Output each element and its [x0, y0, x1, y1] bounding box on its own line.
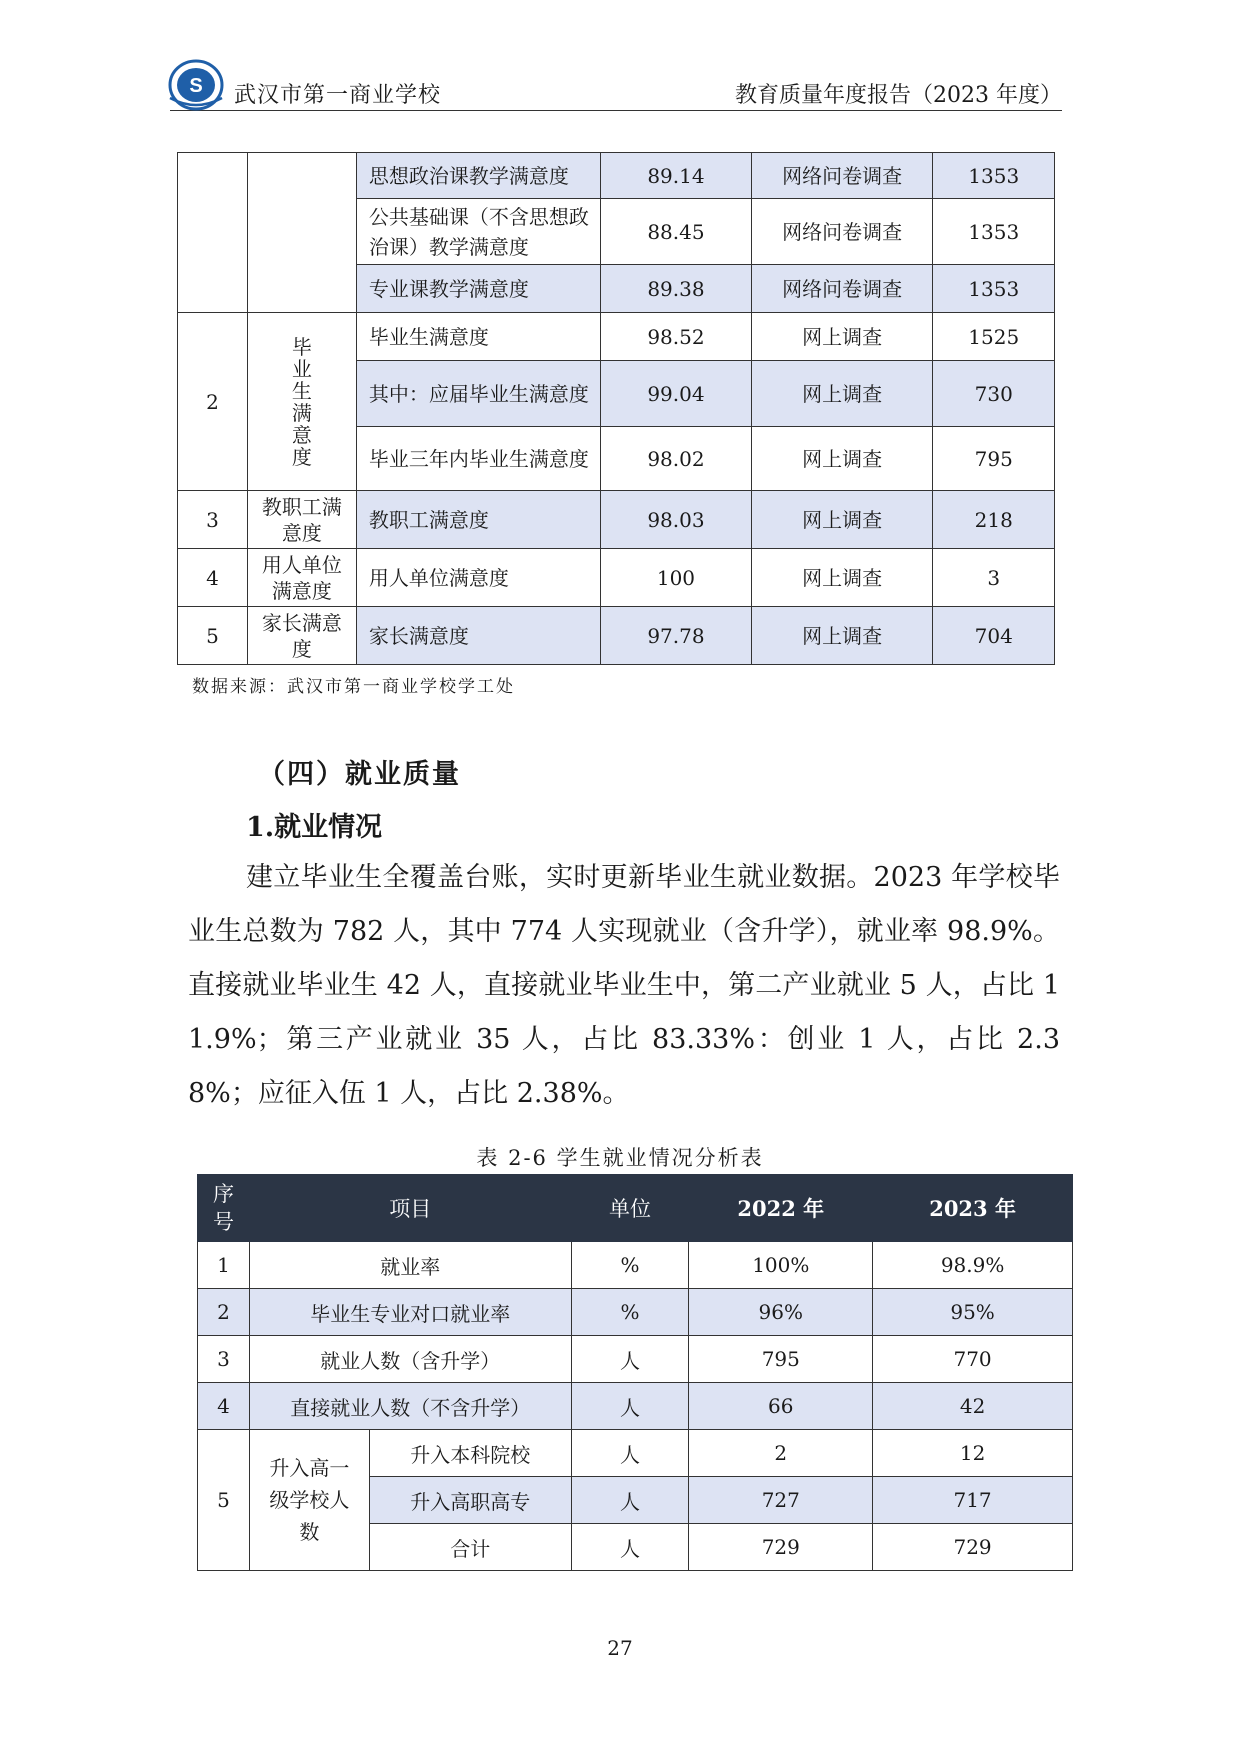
score-cell: 98.52 [601, 313, 752, 361]
school-logo-icon [166, 58, 226, 112]
count-cell: 730 [933, 361, 1055, 427]
header-2022: 2022 年 [689, 1175, 873, 1242]
count-cell: 1353 [933, 199, 1055, 265]
value-2022-cell: 96% [689, 1289, 873, 1336]
count-cell: 218 [933, 491, 1055, 549]
no-cell: 2 [178, 313, 248, 491]
method-cell: 网络问卷调查 [751, 265, 933, 313]
header-2023: 2023 年 [873, 1175, 1073, 1242]
table-row [198, 1289, 1073, 1336]
table-row [178, 491, 1055, 549]
method-cell: 网络问卷调查 [751, 199, 933, 265]
header-no-label: 序号 [212, 1182, 234, 1234]
satisfaction-table [177, 152, 1055, 665]
category-label: 毕业生满意度 [291, 334, 312, 469]
item-cell: 毕业三年内毕业生满意度 [356, 427, 600, 491]
method-cell: 网上调查 [751, 549, 933, 607]
method-cell: 网络问卷调查 [751, 153, 933, 199]
group-label: 升入高一级学校人数 [269, 1456, 350, 1544]
table-row [178, 313, 1055, 361]
item-cell: 直接就业人数（不含升学） [249, 1383, 571, 1430]
score-cell: 99.04 [601, 361, 752, 427]
unit-cell: 人 [571, 1383, 689, 1430]
item-cell: 教职工满意度 [356, 491, 600, 549]
value-2023-cell: 12 [873, 1430, 1073, 1477]
no-cell [178, 153, 248, 313]
item-cell: 思想政治课教学满意度 [356, 153, 600, 199]
unit-cell: 人 [571, 1524, 689, 1571]
table-row [178, 153, 1055, 199]
item-cell: 公共基础课（不含思想政治课）教学满意度 [356, 199, 600, 265]
value-2022-cell: 795 [689, 1336, 873, 1383]
school-name: 武汉市第一商业学校 [234, 83, 442, 108]
method-cell: 网上调查 [751, 607, 933, 665]
table-row [198, 1242, 1073, 1289]
item-cell: 升入本科院校 [369, 1430, 571, 1477]
value-2023-cell: 98.9% [873, 1242, 1073, 1289]
count-cell: 704 [933, 607, 1055, 665]
score-cell: 89.38 [601, 265, 752, 313]
item-cell: 其中：应届毕业生满意度 [356, 361, 600, 427]
item-cell: 专业课教学满意度 [356, 265, 600, 313]
item-cell: 毕业生专业对口就业率 [249, 1289, 571, 1336]
method-cell: 网上调查 [751, 427, 933, 491]
subsection-heading: 1.就业情况 [246, 812, 383, 843]
no-cell: 1 [198, 1242, 250, 1289]
item-cell: 就业率 [249, 1242, 571, 1289]
table-row [198, 1336, 1073, 1383]
value-2022-cell: 727 [689, 1477, 873, 1524]
value-2023-cell: 717 [873, 1477, 1073, 1524]
employment-table [197, 1174, 1073, 1571]
item-cell: 合计 [369, 1524, 571, 1571]
header-no [198, 1175, 250, 1242]
method-cell: 网上调查 [751, 313, 933, 361]
report-title: 教育质量年度报告（2023 年度） [735, 83, 1062, 108]
group-cell [249, 1430, 369, 1571]
no-cell: 4 [178, 549, 248, 607]
category-cell [248, 313, 357, 491]
table-caption: 表 2-6 学生就业情况分析表 [476, 1146, 764, 1170]
table-row [178, 607, 1055, 665]
item-cell: 家长满意度 [356, 607, 600, 665]
no-cell: 3 [198, 1336, 250, 1383]
no-cell: 3 [178, 491, 248, 549]
value-2022-cell: 2 [689, 1430, 873, 1477]
count-cell: 1525 [933, 313, 1055, 361]
count-cell: 795 [933, 427, 1055, 491]
value-2022-cell: 66 [689, 1383, 873, 1430]
unit-cell: % [571, 1242, 689, 1289]
unit-cell: % [571, 1289, 689, 1336]
table-row [198, 1383, 1073, 1430]
item-cell: 就业人数（含升学） [249, 1336, 571, 1383]
count-cell: 1353 [933, 265, 1055, 313]
value-2023-cell: 95% [873, 1289, 1073, 1336]
section-heading: （四）就业质量 [258, 759, 461, 790]
count-cell: 3 [933, 549, 1055, 607]
category-cell: 教职工满意度 [248, 491, 357, 549]
data-source-note: 数据来源：武汉市第一商业学校学工处 [192, 677, 515, 697]
score-cell: 89.14 [601, 153, 752, 199]
category-cell [248, 153, 357, 313]
no-cell: 5 [198, 1430, 250, 1571]
score-cell: 98.02 [601, 427, 752, 491]
value-2023-cell: 42 [873, 1383, 1073, 1430]
value-2023-cell: 729 [873, 1524, 1073, 1571]
header-unit: 单位 [571, 1175, 689, 1242]
category-cell: 家长满意度 [248, 607, 357, 665]
value-2023-cell: 770 [873, 1336, 1073, 1383]
no-cell: 4 [198, 1383, 250, 1430]
value-2022-cell: 100% [689, 1242, 873, 1289]
value-2022-cell: 729 [689, 1524, 873, 1571]
method-cell: 网上调查 [751, 361, 933, 427]
no-cell: 5 [178, 607, 248, 665]
table-row [178, 549, 1055, 607]
score-cell: 97.78 [601, 607, 752, 665]
table-row [198, 1430, 1073, 1477]
score-cell: 88.45 [601, 199, 752, 265]
item-cell: 升入高职高专 [369, 1477, 571, 1524]
header-item: 项目 [249, 1175, 571, 1242]
score-cell: 100 [601, 549, 752, 607]
unit-cell: 人 [571, 1477, 689, 1524]
count-cell: 1353 [933, 153, 1055, 199]
method-cell: 网上调查 [751, 491, 933, 549]
body-paragraph: 建立毕业生全覆盖台账，实时更新毕业生就业数据。2023 年学校毕业生总数为 782 人，其中 774 人实现就业（含升学），就业率 98.9%。直接就业毕业生 42 人，直接就业毕业生中，第二产业就业 5 人，占比 11.9%；第三产业就业 35 人，占比 83.33%：创业 1 人，占比 2.38%；应征入伍 1 人，占比 2.38%。 [188, 862, 1060, 1109]
page-header [170, 52, 1062, 111]
table-header-row [198, 1175, 1073, 1242]
item-cell: 毕业生满意度 [356, 313, 600, 361]
item-cell: 用人单位满意度 [356, 549, 600, 607]
category-cell: 用人单位满意度 [248, 549, 357, 607]
unit-cell: 人 [571, 1430, 689, 1477]
unit-cell: 人 [571, 1336, 689, 1383]
no-cell: 2 [198, 1289, 250, 1336]
page-number: 27 [607, 1636, 633, 1660]
svg-text:S: S [189, 75, 203, 97]
score-cell: 98.03 [601, 491, 752, 549]
